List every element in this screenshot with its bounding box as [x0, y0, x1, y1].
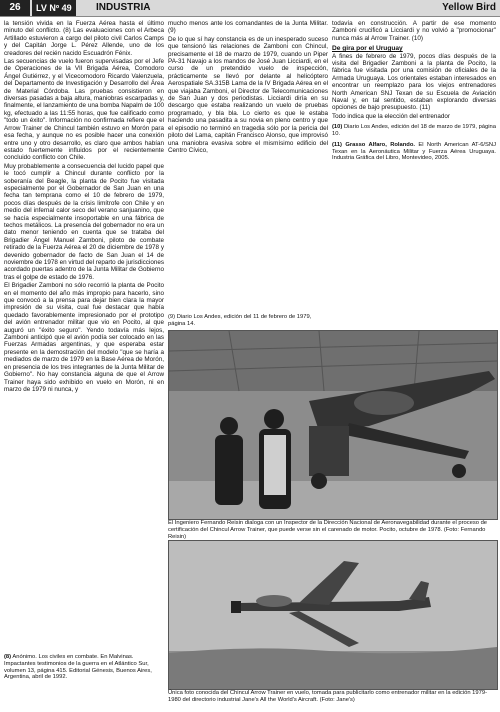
paragraph: El Brigadier Zamboni no sólo recorrió la planta de Pocito en el momento del año más impropio para hacerlo, sino que convocó a la prensa para dejar bien clara la mayor impresión de su visita, cual fue destacar que había quedado favorablemente impresionado por el prototipo del avión entrenador militar que vio en Pocito, al que auguró un "éxito seguro". Yendo todavía más lejos, Zamboni anticipó que el avión podía ser colocado en las Fuerzas Armadas argentinas, y que esperaba estar presente en la demostración del modelo "que se haría a mediados de marzo de 1979 en la Base Aérea de Morón, en presencia de los tres integrantes de la Junta Militar de Gobierno". No hay constancia alguna de que el Arrow Trainer haya sido exhibido en vuelo en Morón, ni en marzo de 1979 ni nunca, y [4, 282, 164, 393]
flight-illustration [169, 541, 497, 689]
subheading: De gira por el Uruguay [332, 45, 403, 53]
footnote-10 [332, 124, 496, 138]
footnote-text: Anónimo. Los civiles en combate. En Malvinas. Impactantes testimonios de la guerra en el Atlántico Sur, volumen 13, página 415. Editorial Génesis, Buenos Aires, Argentina, abril de 1992. [4, 654, 152, 681]
photo-1-caption: El Ingeniero Fernando Reisin dialoga con un Inspector de la Dirección Nacional de Aeronavegabilidad durante el proceso de certificación del Chincul Arrow Trainer, que puede verse sin el carenado de motor. Pocito, octubre de 1978. (Foto: Fernando Reisin) [168, 520, 488, 540]
footnote-text: El North American AT-6/SNJ Texan en la Aeronáutica Militar y Fuerza Aérea Uruguaya. Industria Gráfica del Libro, Montevideo, 2005. [332, 141, 496, 162]
column-3 [332, 20, 496, 310]
paragraph: la tensión vivida en la Fuerza Aérea hasta el último minuto del conflicto. (8) Las evaluaciones con el Arbeca Artillado estuvieron a cargo del piloto civil Carlos Camps y del Capitán Jorge L. Pérez Allende, uno de los creadores del recién nacido Escuadrón Fénix. [4, 20, 164, 57]
footnote-number: (11) [332, 141, 342, 148]
issue-label: LV Nº 49 [32, 0, 76, 16]
footnote-9: (9) Diario Los Andes, edición del 11 de febrero de 1979, página 14. [168, 314, 312, 327]
footnote-number: (8) [4, 654, 12, 660]
footnote-text: Diario Los Andes, edición del 18 de marzo de 1979, página 10. [332, 124, 496, 138]
footnote-number: (10) [332, 124, 343, 131]
photo-aircraft-in-flight [168, 540, 498, 690]
article-title: Yellow Bird [442, 2, 496, 13]
page-header [0, 0, 500, 17]
column-1 [4, 20, 164, 648]
paragraph: Muy probablemente a consecuencia del lucido papel que le tocó cumplir a Chincul durante conflicto por la soberanía del Beagle, la planta de Pocito fue visitada especialmente por el Gobernador de San Juan en una fecha tan temprana como el 10 de febrero de 1979, pocos días después de la crisis limítrofe con Chile y en medio del infernal calor seco del verano sanjuanino, que se hacía especialmente insoportable en una fábrica de techos metálicos. La presencia del gobernador no era un dato menor teniendo en cuenta que se trataba del Brigadier Ángel Manuel Zamboni, piloto de combate retirado de la Fuerza Aérea el 20 de diciembre de 1978 y devenido gobernador de facto de San Juan el 14 de noviembre de 1978 en virtud del reparto de jurisdicciones acordado puertas adentro de la Junta Militar de Gobierno tras el golpe de estado de 1976. [4, 162, 164, 281]
column-2 [168, 20, 328, 312]
footnote-8 [4, 654, 164, 681]
photo-hangar-aircraft [168, 330, 498, 520]
paragraph: todavía en construcción. A partir de ese momento Zamboni crucificó a Licciardi y no volvió a "promocionar" nunca más al Arrow Trainer. (10) [332, 20, 496, 42]
footnote-author: Grasso Alfaro, Rolando. [345, 141, 415, 148]
page-number: 26 [0, 0, 30, 16]
paragraph: Todo indica que la elección del entrenador [332, 112, 450, 120]
paragraph: mucho menos ante los comandantes de la Junta Militar. (9) [168, 20, 328, 35]
hangar-illustration [169, 331, 497, 519]
paragraph: Las secuencias de vuelo fueron supervisadas por el Jefe de Operaciones de la VII Brigada Aérea, Comodoro Ángel Gutiérrez, y el Vicecomodoro Ricardo Valenzuela, del Departamento de Investigación y Desarrollo del Área de Material Córdoba. Las pruebas consistieron en diversas pasadas a baja altura, maniobras escarpadas y, finalmente, el lanzamiento de una bomba Napalm de 100 kg, efectuado a las 11:55 horas, que fue calificado como "todo un éxito". Información no confirmada refiere que el Arrow Trainer de Chincul también estuvo en Morón para esa fecha, y aunque no es posible hacer una conexión entre uno y otro desarrollo, es claro que ambos habían estado fuertemente influidos por el recientemente concluido conflicto con Chile. [4, 58, 164, 162]
footnote-11 [332, 142, 496, 162]
section-label: INDUSTRIA [96, 2, 151, 13]
paragraph: A fines de febrero de 1979, pocos días después de la visita del Brigadier Zamboni a la planta de Pocito, la fábrica fue visitada por una comisión de oficiales de la Armada Uruguaya. Los orientales estaban interesados en encontrar un reemplazo para los viejos entrenadores North American SNJ Texan de su Escuela de Aviación Naval y, en tal sentido, estaban explorando diversas opciones de bajo presupuesto. (11) [332, 52, 496, 112]
photo-2-caption: Única foto conocida del Chincul Arrow Trainer en vuelo, tomada para publicitarlo como entrenador militar en la edición 1979-1980 del directorio industrial Jane's All the World's Aircraft. (Foto: Jane's) [168, 690, 488, 703]
paragraph: De lo que sí hay constancia es de un inesperado suceso que tensionó las relaciones de Zamboni con Chincul, precisamente el 18 de marzo de 1979, cuando un Piper PA-31 Navajo a los mandos de José Juan Licciardi, en el curso de un pretendido vuelo de inspección, prácticamente se llevó por delante al helicóptero Aerospatiale SA.315B Lama de la IV Brigada Aérea en el que viajaba Zamboni, el Director de Telecomunicaciones de San Juan y dos periodistas. Licciardi diría en su descargo que estaba realizando un vuelo de pruebas programado, y bla bla. Lo cierto es que le estaba haciendo una pasadita a su novia en pleno centro y que el episodio no terminó en tragedia sólo por la pericia del piloto del Lama, capitán Francisco Alonso, que improvisó una maniobra evasiva sobre el mismísimo edificio del Centro Cívico, [168, 35, 328, 154]
